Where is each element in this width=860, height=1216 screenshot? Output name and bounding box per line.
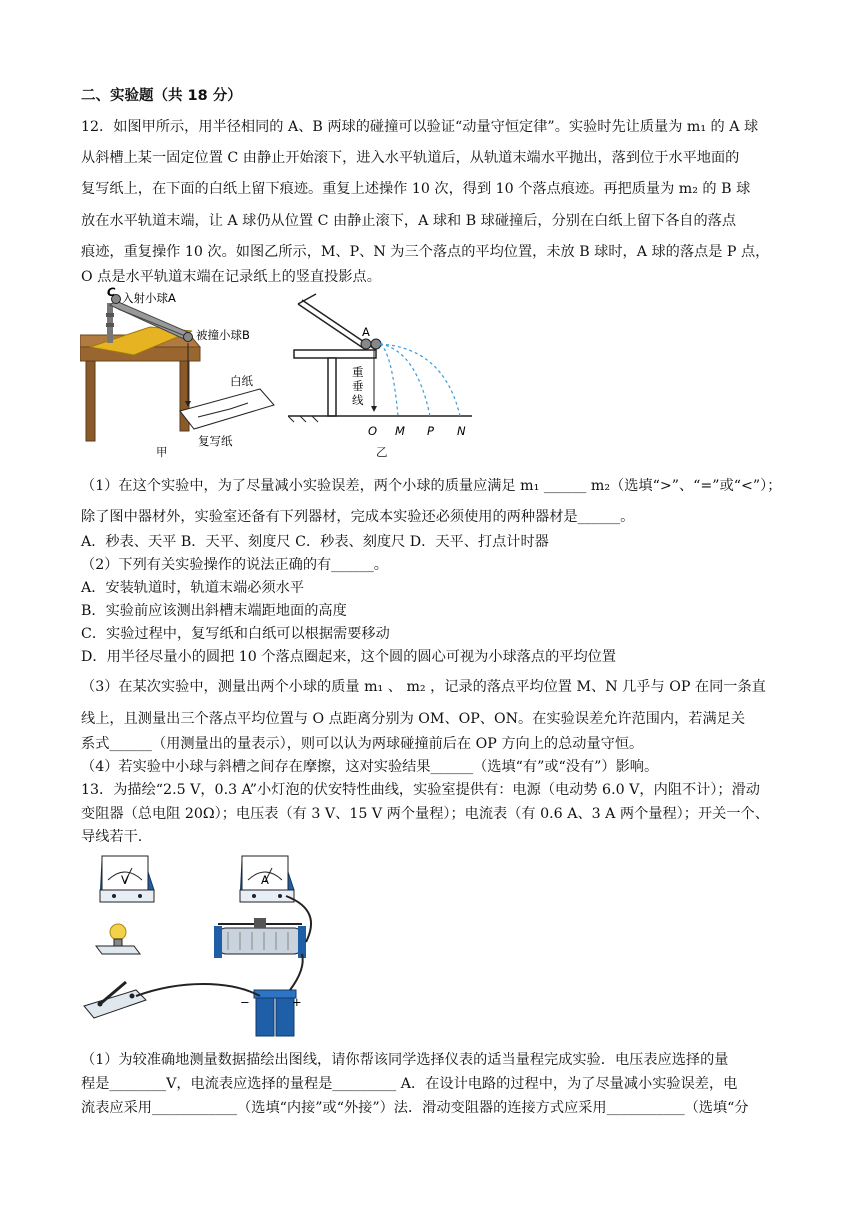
q13-line-2: 变阻器（总电阻 20Ω）；电压表（有 3 V、15 V 两个量程）；电流表（有 0.6 A、3 A 两个量程）；开关一个、 [81,806,769,822]
label-incident-ball: 入射小球A [122,291,176,305]
yi-label-a: A [362,325,370,339]
point-p: P [427,424,434,438]
label-c: C [107,285,116,299]
point-m: M [395,424,405,438]
q12-line-4: 放在水平轨道末端，让 A 球仍从位置 C 由静止滚下，A 球和 B 球碰撞后，分别在白纸上留下各自的落点 [81,213,737,229]
q12-line-6: O 点是水平轨道末端在记录纸上的竖直投影点。 [81,269,381,285]
q12-sub1-line-1: （1）在这个实验中，为了尽量减小实验误差，两个小球的质量应满足 m₁ ______ m₂（选填“>”、“=”或“<”）； [81,478,782,494]
q12-sub3-line-1: （3）在某次实验中，测量出两个小球的质量 m₁ 、 m₂ ，记录的落点平均位置 M、N 几乎与 OP 在同一条直 [81,679,766,695]
ramp-outline [298,304,372,354]
voltmeter [100,856,154,902]
section-title: 二、实验题（共 18 分） [81,88,242,104]
ammeter-label: A [261,873,269,887]
light-bulb [96,924,140,954]
battery [240,990,302,1036]
battery-plus: + [292,995,302,1009]
q12-sub1-line-2: 除了图中器材外，实验室还备有下列器材，完成本实验还必须使用的两种器材是______。 [81,509,635,525]
q12-sub4: （4）若实验中小球与斜槽之间存在摩擦，这对实验结果______（选填“有”或“没有”）影响。 [81,759,659,775]
q12-sub2-stem: （2）下列有关实验操作的说法正确的有______。 [81,557,388,573]
q13-line-3: 导线若干. [81,829,143,845]
switch [84,982,146,1018]
q12-line-3: 复写纸上，在下面的白纸上留下痕迹。重复上述操作 10 次，得到 10 个落点痕迹。再把质量为 m₂ 的 B 球 [81,181,751,197]
yi-ball-b [371,339,381,349]
white-paper [180,389,274,429]
caption-jia: 甲 [156,445,168,459]
q12-line-2: 从斜槽上某一固定位置 C 由静止开始滚下，进入水平轨道后，从轨道末端水平抛出，落到位于水平地面的 [81,150,740,166]
figure-jia [80,285,280,455]
plumb-label-3: 线 [352,393,364,407]
plumb-label-2: 垂 [352,379,364,393]
q12-sub3-line-3: 系式______（用测量出的量表示），则可以认为两球碰撞前后在 OP 方向上的总动量守恒。 [81,736,644,752]
label-white-paper: 白纸 [230,374,253,388]
q12-sub3-line-2: 线上，且测量出三个落点平均位置与 O 点距离分别为 OM、OP、ON。在实验误差允许范围内，若满足关 [81,711,746,727]
yi-ball-a [361,339,371,349]
q12-line-5: 痕迹，重复操作 10 次。如图乙所示，M、P、N 为三个落点的平均位置，未放 B 球时，A 球的落点是 P 点， [81,244,770,260]
label-carbon-paper: 复写纸 [198,434,233,448]
q12-sub1-options: A．秒表、天平 B．天平、刻度尺 C．秒表、刻度尺 D．天平、打点计时器 [81,534,549,550]
wire-battery-rheostat [290,954,303,990]
q13-sub1-line-3: 流表应采用____________（选填“内接”或“外接”）法．滑动变阻器的连接方式应采用___________（选填“分 [81,1100,749,1116]
table-leg-left [86,361,95,441]
trajectory-n [380,344,460,416]
rheostat [214,918,306,958]
figure-apparatus [80,850,320,1040]
ball-b [184,333,193,342]
q12-sub2-option-c: C．实验过程中，复写纸和白纸可以根据需要移动 [81,626,390,642]
battery-minus: − [240,995,250,1009]
trajectory-m [380,344,398,416]
plumb-label-1: 重 [352,365,364,379]
q13-sub1-line-2: 程是________V，电流表应选择的量程是_________ A．在设计电路的过程中，为了尽量减小实验误差，电 [81,1076,738,1092]
q13-line-1: 13．为描绘“2.5 V，0.3 A”小灯泡的伏安特性曲线，实验室提供有：电源（电动势 6.0 V，内阻不计）；滑动 [81,782,760,798]
q13-sub1-line-1: （1）为较准确地测量数据描绘出图线，请你帮该同学选择仪表的适当量程完成实验．电压表应选择的量 [81,1052,729,1068]
point-o: O [368,424,378,438]
point-n: N [457,424,466,438]
figure-yi [288,292,488,452]
voltmeter-label: V [121,873,129,887]
q12-line-1: 12．如图甲所示，用半径相同的 A、B 两球的碰撞可以验证“动量守恒定律”。实验时先让质量为 m₁ 的 A 球 [81,119,759,135]
q12-sub2-option-a: A．安装轨道时，轨道末端必须水平 [81,580,305,596]
q12-sub2-option-d: D．用半径尽量小的圆把 10 个落点圈起来，这个圆的圆心可视为小球落点的平均位置 [81,649,617,665]
q12-sub2-option-b: B．实验前应该测出斜槽末端距地面的高度 [81,603,347,619]
support-post [328,358,336,416]
label-target-ball: 被撞小球B [196,328,250,342]
caption-yi: 乙 [376,445,388,459]
ammeter [240,856,294,902]
